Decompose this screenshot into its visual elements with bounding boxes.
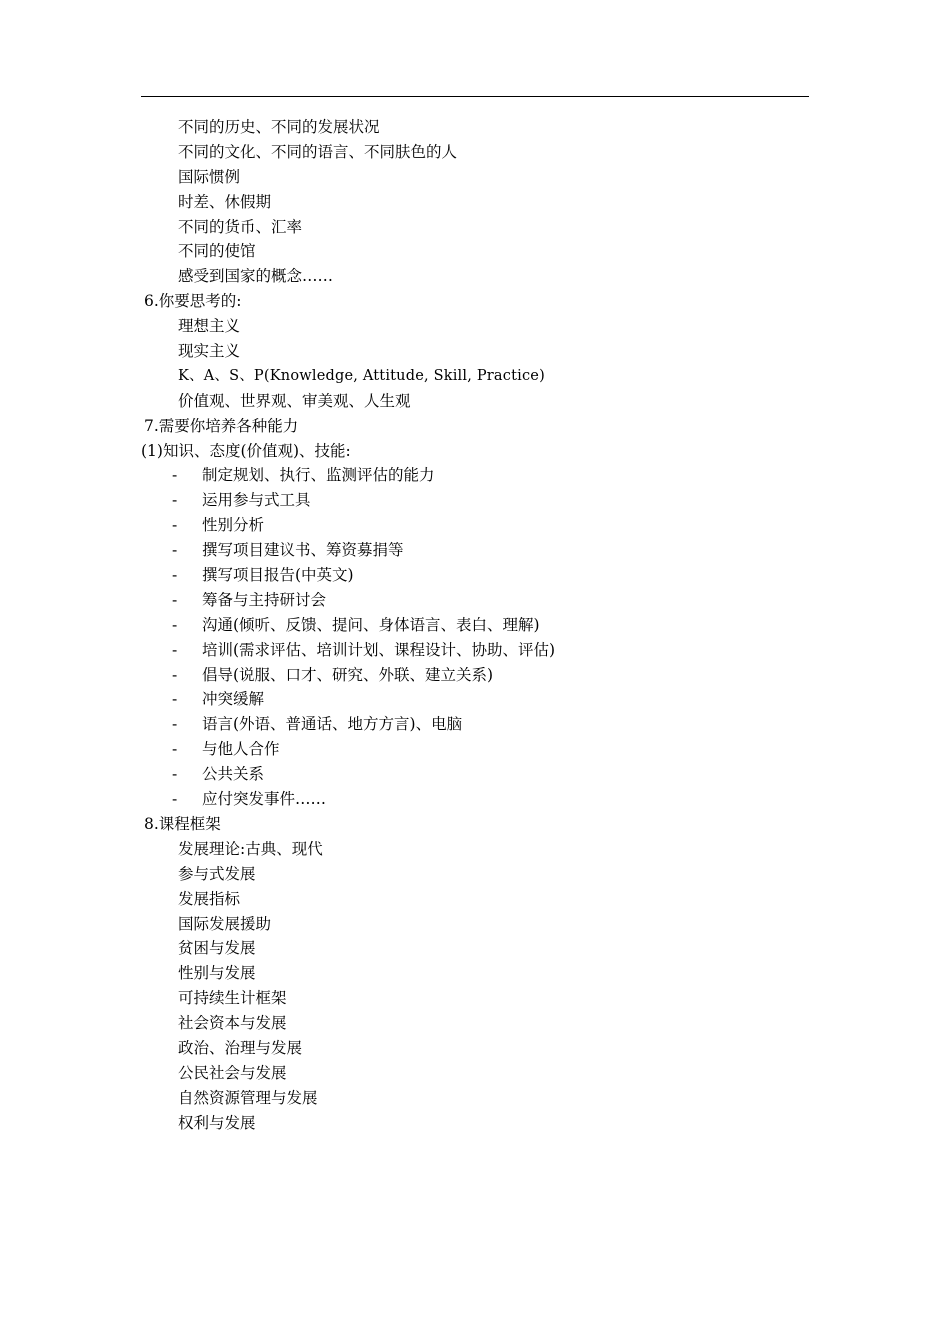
list-item: 国际发展援助 <box>178 914 272 933</box>
list-item: K、A、S、P(Knowledge, Attitude, Skill, Practice) <box>178 367 545 384</box>
dash-list-item-label: 筹备与主持研讨会 <box>202 590 327 609</box>
dash-list-item <box>0 762 950 787</box>
dash-list-item <box>0 663 950 688</box>
list-item: 性别与发展 <box>178 964 256 983</box>
list-item: 现实主义 <box>178 342 241 361</box>
dash-list-item <box>0 463 950 488</box>
list-item: 政治、治理与发展 <box>178 1038 303 1057</box>
dash-list-item <box>0 488 950 513</box>
list-item: 发展理论:古典、现代 <box>178 839 323 858</box>
list-item: 不同的历史、不同的发展状况 <box>178 118 380 136</box>
dash-list-item-label: 运用参与式工具 <box>202 491 311 510</box>
dash-list-item-label: 冲突缓解 <box>202 690 265 709</box>
dash-list-item-label: 倡导(说服、口才、研究、外联、建立关系) <box>202 665 494 684</box>
section-heading: 8.课程框架 <box>144 814 221 833</box>
dash-list-item-label: 沟通(倾听、反馈、提问、身体语言、表白、理解) <box>202 615 540 634</box>
dash-bullet: - <box>172 516 178 535</box>
dash-list-item <box>0 687 950 712</box>
dash-list-item <box>0 737 950 762</box>
dash-list-item <box>0 638 950 663</box>
list-item: 公民社会与发展 <box>178 1063 287 1082</box>
list-item: 不同的文化、不同的语言、不同肤色的人 <box>178 142 458 161</box>
list-item: 发展指标 <box>178 889 241 908</box>
dash-list-item <box>0 613 950 638</box>
dash-bullet: - <box>172 640 178 659</box>
dash-bullet: - <box>172 690 178 709</box>
list-item: 感受到国家的概念…… <box>178 267 334 286</box>
dash-bullet: - <box>172 740 178 759</box>
dash-bullet: - <box>172 665 178 684</box>
dash-list-item <box>0 538 950 563</box>
dash-bullet: - <box>172 590 178 609</box>
dash-list-item <box>0 513 950 538</box>
list-item: 价值观、世界观、审美观、人生观 <box>178 391 411 410</box>
dash-list-item-label: 公共关系 <box>202 765 265 784</box>
dash-bullet: - <box>172 765 178 784</box>
list-item: 可持续生计框架 <box>178 989 287 1008</box>
list-item: 社会资本与发展 <box>178 1014 287 1033</box>
dash-bullet: - <box>172 491 178 510</box>
list-item: 参与式发展 <box>178 864 256 883</box>
list-item: 不同的货币、汇率 <box>178 217 303 236</box>
section-heading: 6.你要思考的: <box>144 292 242 311</box>
dash-list-item <box>0 787 950 812</box>
list-item: 贫困与发展 <box>178 939 256 958</box>
dash-list-item-label: 与他人合作 <box>202 740 280 759</box>
list-item: 时差、休假期 <box>178 192 272 211</box>
dash-bullet: - <box>172 615 178 634</box>
header-rule <box>141 96 809 97</box>
dash-list-item-label: 撰写项目建议书、筹资募捐等 <box>202 541 404 560</box>
list-item: 理想主义 <box>178 317 241 336</box>
dash-list-item-label: 制定规划、执行、监测评估的能力 <box>202 466 435 485</box>
dash-bullet: - <box>172 715 178 734</box>
dash-list-item-label: 撰写项目报告(中英文) <box>202 566 354 585</box>
dash-bullet: - <box>172 566 178 585</box>
dash-list-item-label: 性别分析 <box>202 516 265 535</box>
dash-list-item <box>0 563 950 588</box>
list-item: 自然资源管理与发展 <box>178 1088 318 1107</box>
subsection-heading: (1)知识、态度(价值观)、技能: <box>141 441 351 460</box>
dash-list-item-label: 语言(外语、普通话、地方方言)、电脑 <box>202 715 463 734</box>
list-item: 不同的使馆 <box>178 242 256 261</box>
section-heading: 7.需要你培养各种能力 <box>144 416 299 435</box>
dash-bullet: - <box>172 790 178 809</box>
dash-list-item-label: 培训(需求评估、培训计划、课程设计、协助、评估) <box>202 640 556 659</box>
dash-list-item <box>0 712 950 737</box>
dash-bullet: - <box>172 466 178 485</box>
dash-bullet: - <box>172 541 178 560</box>
dash-list-item <box>0 588 950 613</box>
list-item: 权利与发展 <box>178 1113 256 1132</box>
list-item: 国际惯例 <box>178 167 241 186</box>
dash-list-item-label: 应付突发事件…… <box>202 790 327 809</box>
document-body <box>0 115 950 1136</box>
